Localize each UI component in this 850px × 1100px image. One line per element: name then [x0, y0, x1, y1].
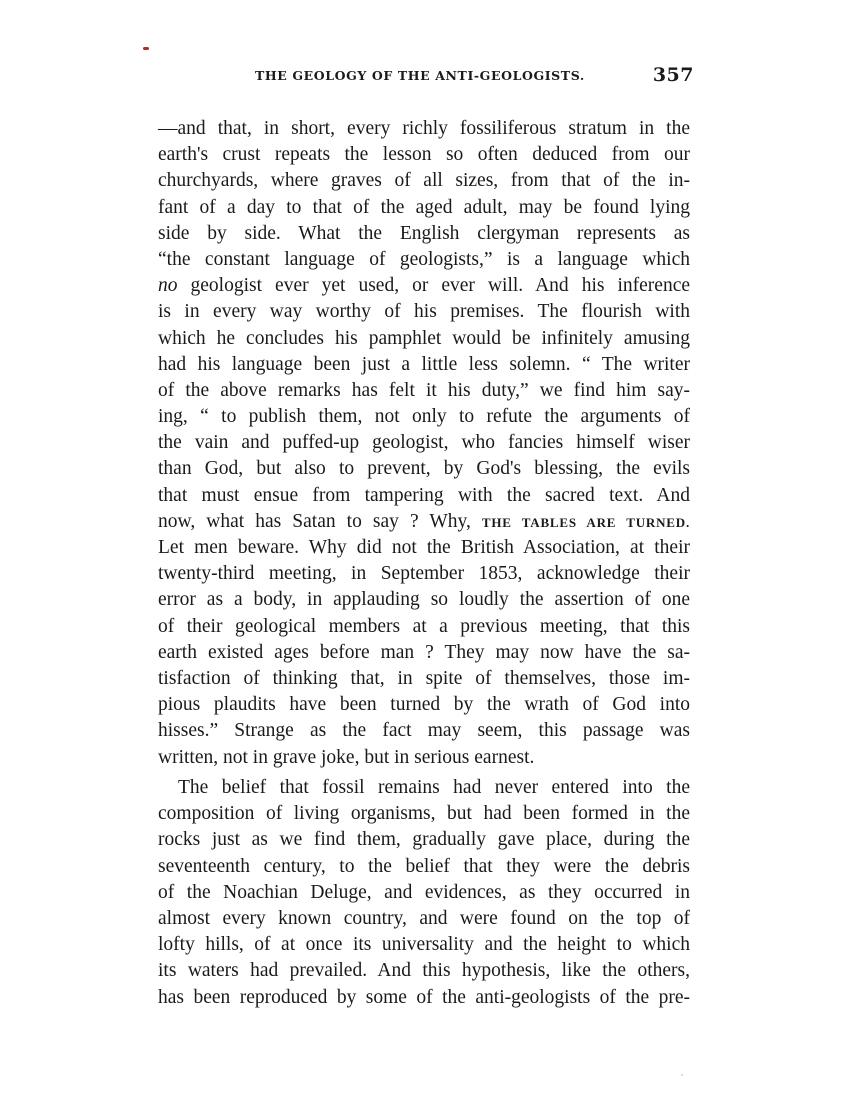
- text-line: tisfaction of thinking that, in spite of themselves, those im-: [158, 667, 690, 689]
- text-line: ing, “ to publish them, not only to refute the arguments of: [158, 406, 690, 428]
- text-line: its waters had prevailed. And this hypothesis, like the others,: [158, 960, 690, 982]
- text-line-start: now, what has Satan to say ? Why,: [158, 510, 471, 532]
- text-line: “the constant language of geologists,” is a language which: [158, 248, 690, 270]
- text-line-rest: geologist ever yet used, or ever will. And his inference: [190, 275, 691, 297]
- text-line: The belief that fossil remains had never entered into the: [178, 777, 690, 798]
- running-head: THE GEOLOGY OF THE ANTI-GEOLOGISTS.: [255, 68, 585, 83]
- text-line: side by side. What the English clergyman represents as: [158, 222, 690, 244]
- text-line: earth's crust repeats the lesson so often deduced from our: [158, 144, 690, 166]
- text-line: which he concludes his pamphlet would be infinitely amusing: [158, 327, 690, 349]
- page-number: 357: [652, 64, 694, 86]
- text-line: earth existed ages before man ? They may now have the sa-: [158, 641, 690, 663]
- text-line: rocks just as we find them, gradually gave place, during the: [158, 829, 690, 851]
- text-line: error as a body, in applauding so loudly the assertion of one: [158, 589, 690, 611]
- text-line: —and that, in short, every richly fossiliferous stratum in the: [158, 118, 690, 139]
- paragraph-1: [158, 116, 690, 771]
- text-line: almost every known country, and were found on the top of: [158, 907, 690, 929]
- text-line: fant of a day to that of the aged adult, may be found lying: [158, 196, 690, 218]
- text-line: of their geological members at a previous meeting, that this: [158, 615, 690, 637]
- text-line: of the Noachian Deluge, and evidences, as they occurred in: [158, 881, 690, 903]
- text-line: lofty hills, of at once its universality and the height to which: [158, 934, 690, 956]
- italic-word: no: [158, 275, 178, 297]
- text-line-with-italic: [158, 273, 690, 299]
- small-caps-phrase: THE TABLES ARE TURNED.: [481, 514, 690, 530]
- text-line: that must ensue from tampering with the sacred text. And: [158, 484, 690, 506]
- paper-mark: [681, 1074, 683, 1076]
- paragraph-2: [158, 775, 690, 1011]
- text-line: hisses.” Strange as the fact may seem, this passage was: [158, 720, 690, 742]
- text-line: the vain and puffed-up geologist, who fancies himself wiser: [158, 432, 690, 454]
- text-line: than God, but also to prevent, by God's blessing, the evils: [158, 458, 690, 480]
- text-line: had his language been just a little less solemn. “ The writer: [158, 353, 690, 375]
- text-line: churchyards, where graves of all sizes, from that of the in-: [158, 170, 690, 192]
- text-line: composition of living organisms, but had been formed in the: [158, 803, 690, 825]
- text-line: written, not in grave joke, but in serious earnest.: [158, 746, 535, 768]
- text-line: has been reproduced by some of the anti-geologists of the pre-: [158, 986, 690, 1008]
- ink-speck: [143, 47, 149, 50]
- text-line: pious plaudits have been turned by the wrath of God into: [158, 694, 690, 716]
- text-line: twenty-third meeting, in September 1853, acknowledge their: [158, 563, 690, 585]
- text-line: seventeenth century, to the belief that they were the debris: [158, 855, 690, 877]
- text-line: of the above remarks has felt it his duty,” we find him say-: [158, 379, 690, 401]
- text-line-with-small-caps: [158, 509, 690, 535]
- text-line: is in every way worthy of his premises. The flourish with: [158, 301, 690, 323]
- text-line: Let men beware. Why did not the British Association, at their: [158, 537, 690, 558]
- page-header: [158, 64, 694, 90]
